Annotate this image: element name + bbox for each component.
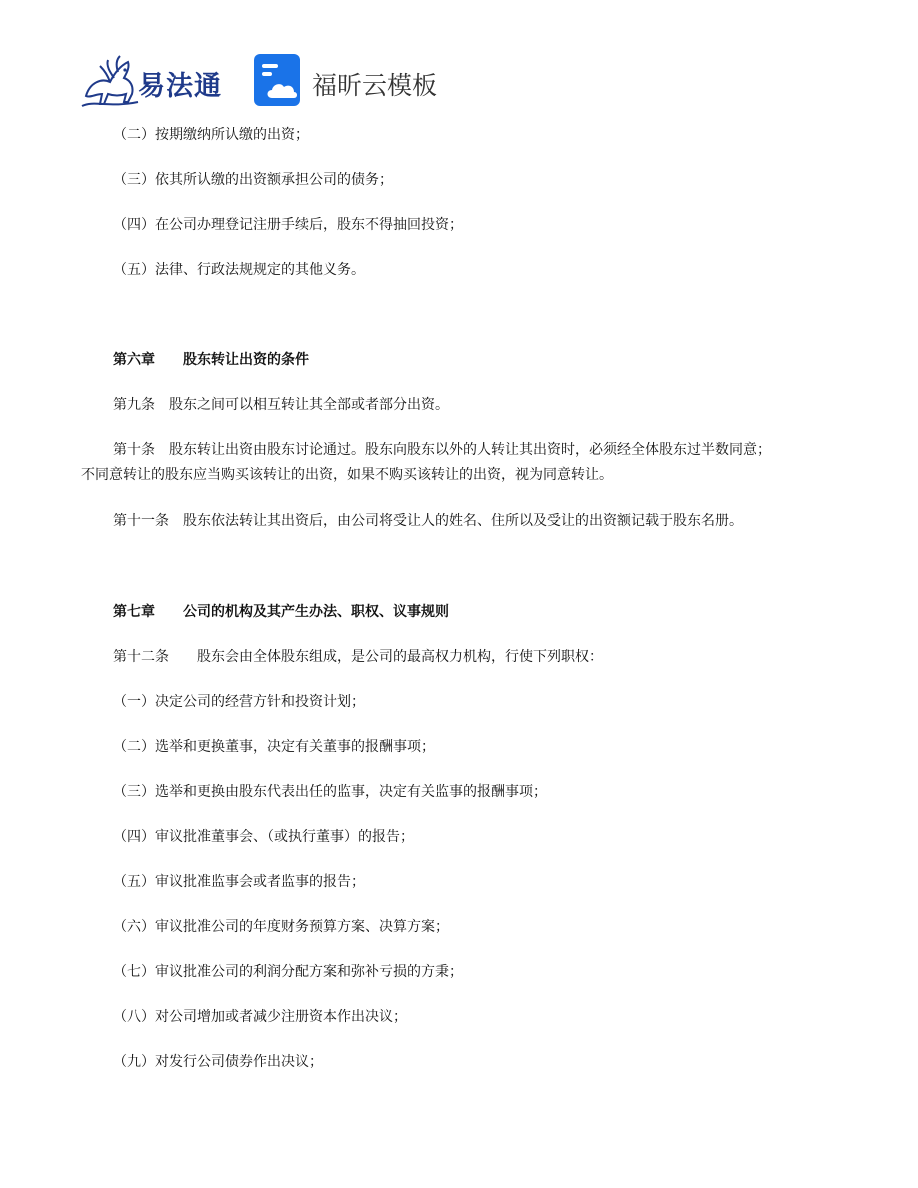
- yifatong-logo-text: 易法通: [138, 71, 222, 102]
- article-paragraph: 第十一条 股东依法转让其出资后，由公司将受让人的姓名、住所以及受让的出资额记载于股东名册。: [113, 513, 743, 529]
- horse-icon: [80, 52, 140, 110]
- yifatong-logo: [80, 52, 240, 110]
- list-item: （四）审议批准董事会、（或执行董事）的报告；: [113, 829, 414, 845]
- page-header: [80, 50, 480, 110]
- cloud-doc-icon: [254, 54, 302, 106]
- chapter-heading: 第七章 公司的机构及其产生办法、职权、议事规则: [113, 604, 449, 620]
- list-item: （二）选举和更换董事，决定有关董事的报酬事项；: [113, 739, 435, 755]
- fuxinyun-logo: [254, 54, 474, 108]
- list-item: （八）对公司增加或者减少注册资本作出决议；: [113, 1009, 407, 1025]
- article-paragraph: 第十条 股东转让出资由股东讨论通过。股东向股东以外的人转让其出资时，必须经全体股东过半数同意；: [113, 442, 771, 458]
- list-item: （七）审议批准公司的利润分配方案和弥补亏损的方秉；: [113, 964, 463, 980]
- chapter-heading: 第六章 股东转让出资的条件: [113, 352, 309, 368]
- list-item: （九）对发行公司债券作出决议；: [113, 1054, 323, 1070]
- article-paragraph: 第九条 股东之间可以相互转让其全部或者部分出资。: [113, 397, 449, 413]
- list-item: （二）按期缴纳所认缴的出资；: [113, 127, 309, 143]
- list-item: （三）依其所认缴的出资额承担公司的债务；: [113, 172, 393, 188]
- article-paragraph-continuation: 不同意转让的股东应当购买该转让的出资，如果不购买该转让的出资，视为同意转让。: [81, 467, 613, 483]
- article-paragraph: 第十二条 股东会由全体股东组成，是公司的最高权力机构，行使下列职权：: [113, 649, 603, 665]
- list-item: （五）审议批准监事会或者监事的报告；: [113, 874, 365, 890]
- list-item: （四）在公司办理登记注册手续后，股东不得抽回投资；: [113, 217, 463, 233]
- list-item: （一）决定公司的经营方针和投资计划；: [113, 694, 365, 710]
- list-item: （六）审议批准公司的年度财务预算方案、决算方案；: [113, 919, 449, 935]
- fuxinyun-logo-text: 福昕云模板: [312, 71, 438, 100]
- list-item: （三）选举和更换由股东代表出任的监事，决定有关监事的报酬事项；: [113, 784, 547, 800]
- list-item: （五）法律、行政法规规定的其他义务。: [113, 262, 365, 278]
